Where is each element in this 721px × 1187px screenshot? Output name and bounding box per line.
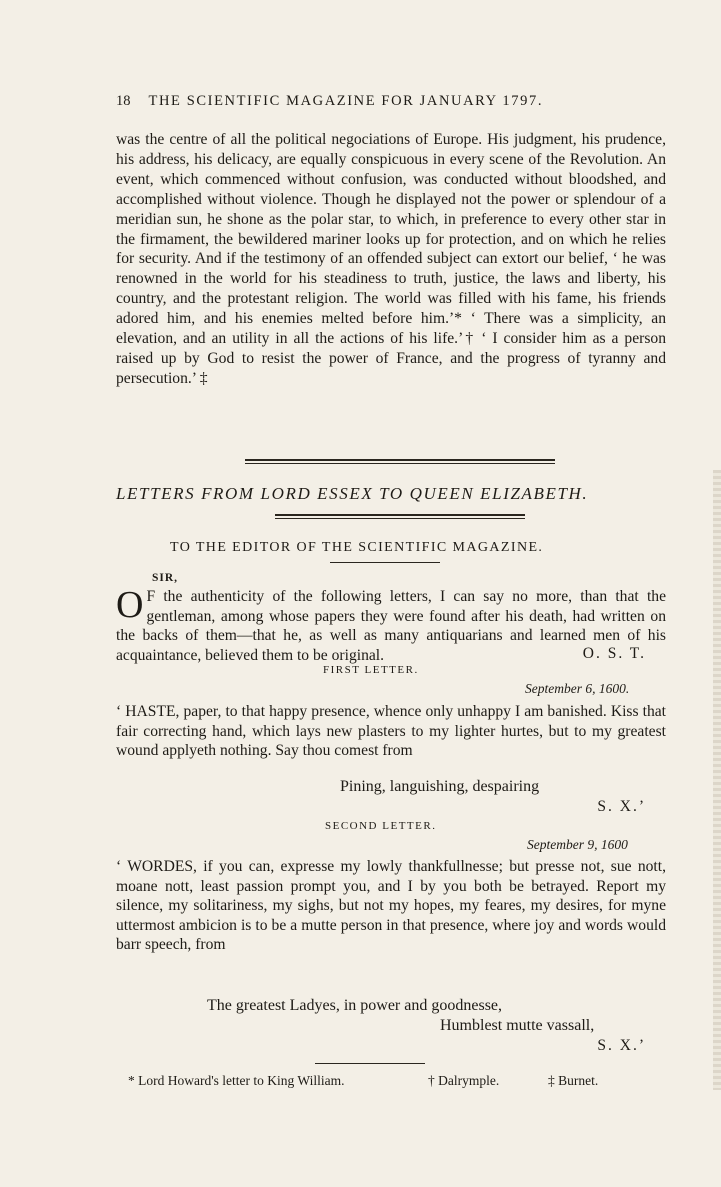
footnote-1: * Lord Howard's letter to King William. [128,1073,345,1088]
footnotes [128,1073,688,1089]
first-letter-body-block [116,702,666,761]
second-letter-date: September 9, 1600 [527,837,628,852]
editor-underline [330,562,440,563]
title-underline [275,514,525,519]
article-title: LETTERS FROM LORD ESSEX TO QUEEN ELIZABETH. [116,484,589,503]
first-letter-body: ‘ HASTE, paper, to that happy presence, whence only unhappy I am banished. Kiss that fair correcting hand, which lays new plasters to my lighter hurtes, but to my greatest wound applyeth nothing. Say thou comest from [116,703,666,759]
drop-cap: O [116,584,144,626]
first-letter-signature: S. X.’ [597,798,646,815]
second-letter-body-block [116,857,666,955]
footnote-2: † Dalrymple. [428,1073,500,1088]
intro-signature: O. S. T. [582,645,646,662]
first-letter-closing: Pining, languishing, despairing [340,778,540,795]
page-number: 18 [116,93,131,109]
second-letter-closing-line-2: Humblest mutte vassall, [440,1017,595,1034]
to-editor-heading: TO THE EDITOR OF THE SCIENTIFIC MAGAZINE. [170,540,544,555]
salutation: SIR, [152,572,179,584]
page-spine-edge [713,470,721,1090]
opening-paragraph: was the centre of all the political negociations of Europe. His judgment, his prudence, his address, his delicacy, are equally conspicuous in every scene of the Revolution. An event, which commenced without confusion, was conducted without bloodshed, and accomplished without violence. Though he displayed not the power or splendour of a meridian sun, he shone as the polar star, to which, in preference to every other star in the firmament, the bewildered mariner looks up for protection, and on which he relies for security. And if the testimony of an offended subject can extort our belief, ‘ he was renowned in the world for his steadiness to truth, justice, the laws and liberty, his country, and the protestant religion. The world was filled with his fame, his friends adored him, and his enemies melted before him.’* ‘ There was a simplicity, an elevation, and an utility in all the actions of his life.’† ‘ I consider him as a person raised up by God to resist the power of France, and the progress of tyranny and persecution.’ ‡ [116,131,666,387]
footnote-3: ‡ Burnet. [548,1073,599,1088]
section-divider [245,459,555,464]
running-head [116,93,636,110]
running-head-title: THE SCIENTIFIC MAGAZINE FOR JANUARY 1797. [148,93,544,109]
opening-paragraph-block [116,130,666,389]
first-letter-heading: FIRST LETTER. [323,664,419,676]
second-letter-closing-line-1: The greatest Ladyes, in power and goodnesse, [207,997,503,1014]
footnote-rule [315,1063,425,1064]
intro-paragraph: F the authenticity of the following letters, I can say no more, than that the gentleman, among whose papers they were found after his death, had written on the backs of them—that he, as well as many antiquarians and learned men of his acquaintance, believed them to be original. [116,588,666,664]
first-letter-date: September 6, 1600. [525,681,630,696]
second-letter-body: ‘ WORDES, if you can, expresse my lowly thankfullnesse; but presse not, sue nott, moane nott, least passion prompt you, and I by you both be betrayed. Report my silence, my solitariness, my sighs, but not my hopes, my feares, my desires, for myne uttermost ambicion is to be a mutte person in that presence, where joy and words would barr speech, from [116,858,666,953]
second-letter-heading: SECOND LETTER. [325,820,437,832]
second-letter-signature: S. X.’ [597,1037,646,1054]
